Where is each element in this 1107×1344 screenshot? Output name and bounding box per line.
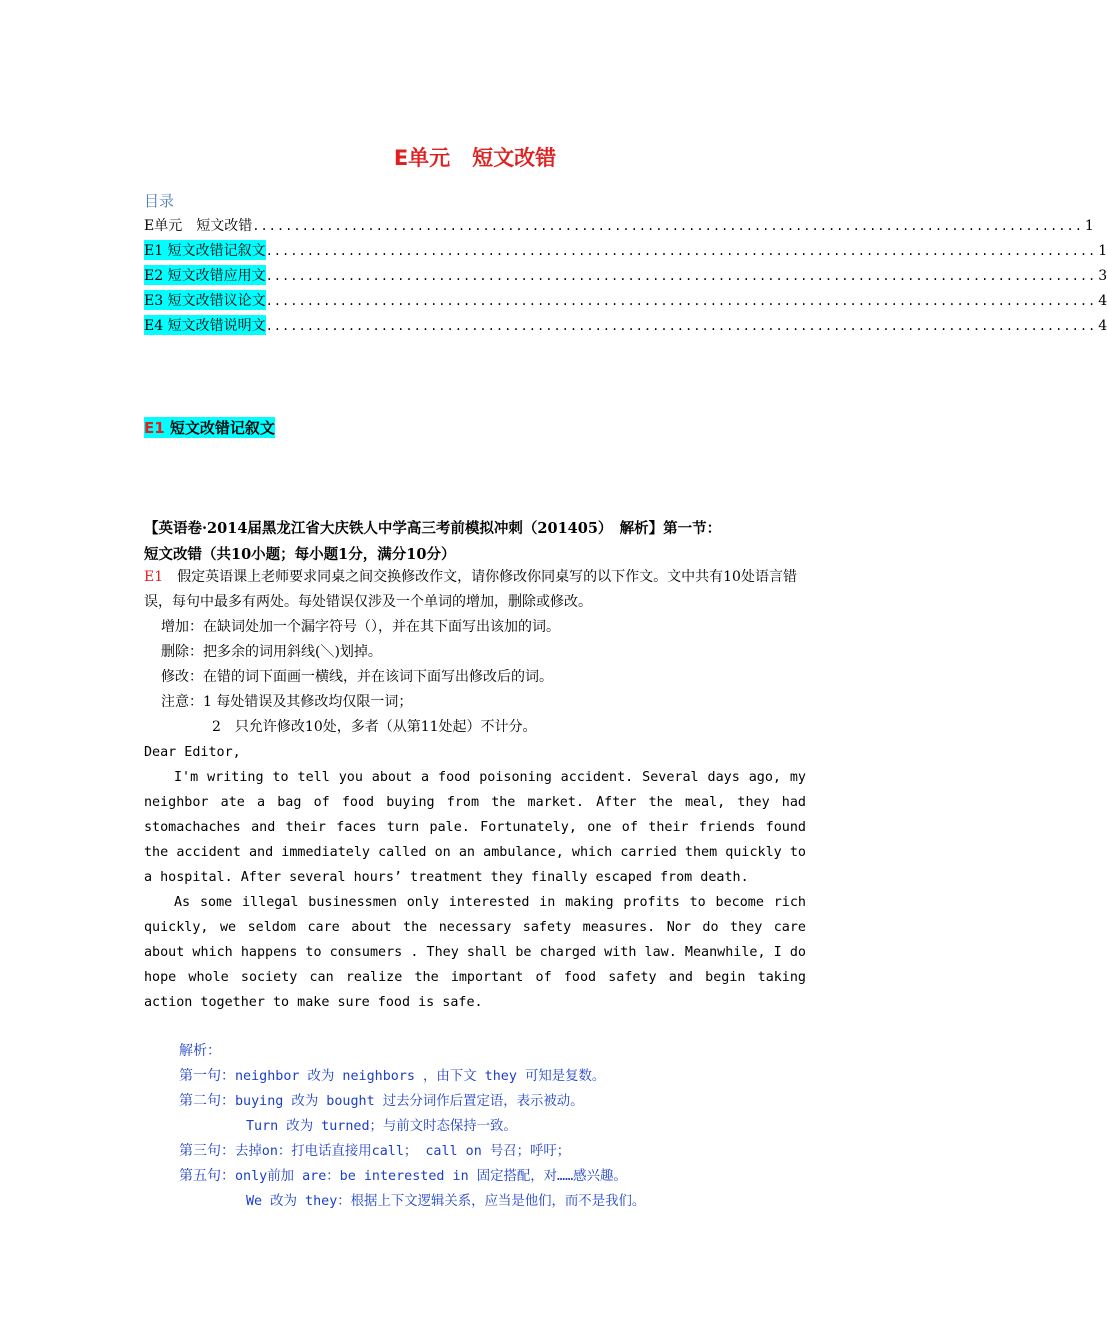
toc-entry[interactable]: [144, 315, 1107, 340]
instructions: [144, 565, 806, 740]
source-line: 短文改错（共10小题；每小题1分，满分10分）: [144, 546, 456, 563]
toc-entry-page: 4: [1098, 318, 1107, 334]
toc-leader: .....................................................................................................: [265, 244, 1097, 258]
note-1: 注意：1 每处错误及其修改均仅限一词；: [161, 694, 413, 710]
toc-entry-label: E2 短文改错应用文: [144, 265, 266, 285]
analysis-label: 第五句：: [179, 1168, 235, 1184]
title-topic: 短文改错: [472, 146, 557, 170]
source-line: 【英语卷·2014届黑龙江省大庆铁人中学高三考前模拟冲刺（201405） 解析】第一节：: [144, 520, 722, 537]
letter-text: [144, 740, 806, 1015]
analysis-text: only前加 are：be interested in 固定搭配，对……感兴趣。: [235, 1169, 627, 1184]
analysis: [179, 1039, 819, 1214]
analysis-text: buying 改为 bought 过去分词作后置定语，表示被动。: [235, 1094, 584, 1109]
rule-delete: 删除：把多余的词用斜线(＼)划掉。: [161, 644, 382, 660]
analysis-heading: 解析：: [179, 1043, 221, 1059]
toc-entry-label: E3 短文改错议论文: [144, 290, 266, 310]
toc-heading: 目录: [144, 192, 175, 210]
toc-entry-page: 3: [1098, 268, 1107, 284]
question-source: [144, 516, 806, 568]
analysis-text: neighbor 改为 neighbors ，由下文 they 可知是复数。: [235, 1069, 606, 1084]
analysis-text: We 改为 they：根据上下文逻辑关系，应当是他们，而不是我们。: [246, 1194, 646, 1209]
toc-entry-page: 1: [1098, 243, 1107, 259]
letter-greeting: Dear Editor,: [144, 745, 241, 760]
section-code: E1: [144, 419, 165, 437]
rule-add: 增加：在缺词处加一个漏字符号（），并在其下面写出该加的词。: [161, 619, 560, 635]
toc-leader: .....................................................................................................: [265, 319, 1097, 333]
letter-paragraph-1: I'm writing to tell you about a food poisoning accident. Several days ago, my neighbor ate a bag of food buying from the market. After the meal, they had stomachaches and their faces turn pale. Fortunately, one of their friends found the accident and immediately called on an ambulance, which carried them quickly to a hospital. After several hours’ treatment they finally escaped from death.: [144, 770, 806, 885]
analysis-label: 第一句：: [179, 1068, 235, 1084]
analysis-item: [179, 1164, 819, 1189]
toc-entry-page: 4: [1098, 293, 1107, 309]
toc-entry-page: 1: [1084, 218, 1094, 234]
intro-text: 假定英语课上老师要求同桌之间交换修改作文，请你修改你同桌写的以下作文。文中共有10处语言错误，每句中最多有两处。每处错误仅涉及一个单词的增加，删除或修改。: [144, 569, 797, 610]
toc-entry-label: E1 短文改错记叙文: [144, 240, 266, 260]
toc-leader: .....................................................................................................: [252, 219, 1083, 233]
analysis-label: 第二句：: [179, 1093, 235, 1109]
toc-leader: .....................................................................................................: [265, 269, 1097, 283]
analysis-item: [179, 1089, 819, 1114]
section-title: 短文改错记叙文: [164, 419, 275, 437]
question-number: E1: [144, 569, 164, 585]
analysis-item: [179, 1189, 819, 1214]
analysis-text: Turn 改为 turned；与前文时态保持一致。: [246, 1119, 517, 1134]
analysis-item: [179, 1139, 819, 1164]
toc-entry[interactable]: [144, 215, 1094, 240]
rule-modify: 修改：在错的词下面画一横线，并在该词下面写出修改后的词。: [161, 669, 553, 685]
page-title: [0, 142, 950, 172]
table-of-contents: [144, 215, 1107, 340]
analysis-text: 去掉on：打电话直接用call； call on 号召；呼吁；: [235, 1144, 571, 1159]
instructions-intro: [144, 565, 806, 615]
letter-paragraph-2: As some illegal businessmen only interested in making profits to become rich quickly, we seldom care about the necessary safety measures. Nor do they care about which happens to consumers . They shall be charged with law. Meanwhile, I do hope whole society can realize the important of food safety and begin taking action together to make sure food is safe.: [144, 895, 806, 1010]
toc-entry[interactable]: [144, 240, 1107, 265]
toc-entry[interactable]: [144, 290, 1107, 315]
toc-entry-label: E单元 短文改错: [144, 218, 253, 234]
analysis-label: 第三句：: [179, 1143, 235, 1159]
analysis-item: [179, 1064, 819, 1089]
title-unit: E单元: [393, 146, 451, 170]
section-heading: [144, 417, 275, 438]
toc-leader: .....................................................................................................: [265, 294, 1097, 308]
analysis-item: [179, 1114, 819, 1139]
note-2: 2 只允许修改10处，多者（从第11处起）不计分。: [212, 719, 537, 735]
toc-entry-label: E4 短文改错说明文: [144, 315, 266, 335]
toc-entry[interactable]: [144, 265, 1107, 290]
